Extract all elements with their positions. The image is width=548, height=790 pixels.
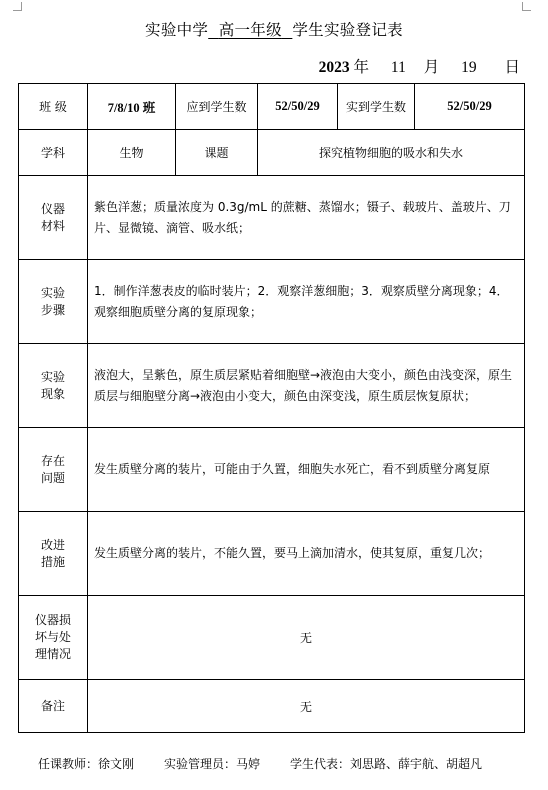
topic-value: 探究植物细胞的吸水和失水: [258, 130, 525, 176]
date-day-unit: 日: [504, 59, 520, 76]
date-day: 19: [461, 59, 477, 76]
manager-signature: 实验管理员：马婷: [164, 757, 261, 771]
table-row: [19, 344, 525, 428]
row-label: 仪器 材料: [19, 176, 88, 260]
table-row: [19, 428, 525, 512]
date-month: 11: [390, 59, 406, 76]
expected-students-value: 52/50/29: [258, 84, 338, 130]
page-corner-mark-right: [522, 2, 531, 11]
date-line: [319, 55, 520, 77]
row-content-damage: 无: [88, 596, 525, 680]
title-grade: 高一年级: [218, 21, 282, 39]
row-label: 备注: [19, 680, 88, 733]
row-content-improvements: 发生质壁分离的装片，不能久置，要马上滴加清水，使其复原，重复几次；: [88, 512, 525, 596]
teacher-signature: 任课教师：徐文刚: [38, 757, 135, 771]
table-row: [19, 176, 525, 260]
signature-footer: [38, 755, 482, 772]
row-content-remarks: 无: [88, 680, 525, 733]
row-content-equipment: 紫色洋葱；质量浓度为 0.3g/mL 的蔗糖、蒸馏水；镊子、载玻片、盖玻片、刀片、显微镜、滴管、吸水纸；: [88, 176, 525, 260]
row-content-phenomena: 液泡大，呈紫色，原生质层紧贴着细胞壁→液泡由大变小，颜色由浅变深，原生质层与细胞壁分离→液泡由小变大，颜色由深变浅，原生质层恢复原状；: [88, 344, 525, 428]
title-school: 实验中学: [145, 21, 209, 39]
table-row: [19, 596, 525, 680]
registration-table: [18, 83, 525, 733]
row-label: 存在 问题: [19, 428, 88, 512]
document-title: [0, 18, 548, 40]
actual-students-value: 52/50/29: [415, 84, 525, 130]
date-year-unit: 年: [353, 59, 370, 76]
row-label: 实验 步骤: [19, 260, 88, 344]
student-representatives: 学生代表：刘思路、薛宇航、胡超凡: [290, 757, 483, 771]
class-value: 7/8/10 班: [88, 84, 176, 130]
topic-label: 课题: [176, 130, 258, 176]
table-row: [19, 680, 525, 733]
actual-students-label: 实到学生数: [338, 84, 415, 130]
table-row: [19, 512, 525, 596]
class-row: [19, 84, 525, 130]
date-year: 2023: [318, 59, 350, 76]
date-month-unit: 月: [423, 59, 440, 76]
subject-row: [19, 130, 525, 176]
row-label: 实验 现象: [19, 344, 88, 428]
row-label: 改进 措施: [19, 512, 88, 596]
subject-label: 学科: [19, 130, 88, 176]
class-label: 班 级: [19, 84, 88, 130]
subject-value: 生物: [88, 130, 176, 176]
page-corner-mark-left: [13, 2, 22, 11]
row-content-problems: 发生质壁分离的装片，可能由于久置，细胞失水死亡，看不到质壁分离复原: [88, 428, 525, 512]
row-content-steps: 1．制作洋葱表皮的临时装片；2．观察洋葱细胞；3．观察质壁分离现象；4．观察细胞质壁分离的复原现象；: [88, 260, 525, 344]
title-suffix: 学生实验登记表: [292, 21, 403, 39]
row-label: 仪器损 坏与处 理情况: [19, 596, 88, 680]
expected-students-label: 应到学生数: [176, 84, 258, 130]
table-row: [19, 260, 525, 344]
